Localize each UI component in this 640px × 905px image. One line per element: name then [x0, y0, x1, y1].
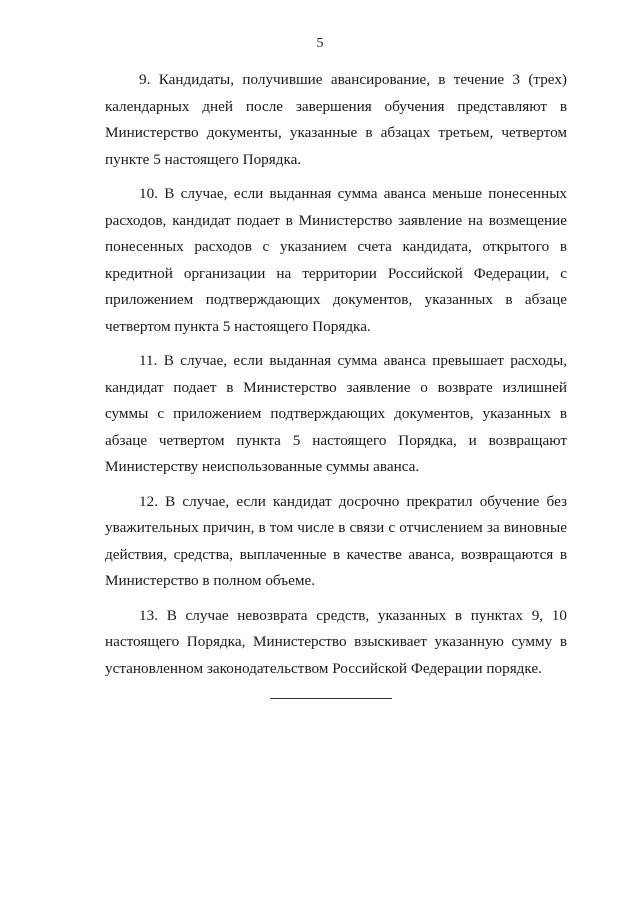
paragraph-13: 13. В случае невозврата средств, указанных в пунктах 9, 10 настоящего Порядка, Министерство взыскивает указанную сумму в установленном законодательством Российской Федерации порядке.: [105, 606, 567, 677]
page-number: 5: [316, 36, 324, 51]
paragraph-9: 9. Кандидаты, получившие авансирование, в течение 3 (трех) календарных дней после завершения обучения представляют в Министерство документы, указанные в абзацах третьем, четвертом пункте 5 настоящего Порядка.: [105, 71, 567, 168]
paragraph-11: 11. В случае, если выданная сумма аванса превышает расходы, кандидат подает в Министерство заявление о возврате излишней суммы с приложением подтверждающих документов, указанных в абзаце четвертом пункта 5 настоящего Порядка, и возвращают Министерству неиспользованные суммы аванса.: [105, 352, 567, 475]
document-body: [105, 67, 567, 690]
paragraph-12: 12. В случае, если кандидат досрочно прекратил обучение без уважительных причин, в том числе в связи с отчислением за виновные действия, средства, выплаченные в качестве аванса, возвращаются в Министерство в полном объеме.: [105, 492, 567, 589]
end-divider: [270, 698, 392, 699]
paragraph-10: 10. В случае, если выданная сумма аванса меньше понесенных расходов, кандидат подает в Министерство заявление на возмещение понесенных расходов с указанием счета кандидата, открытого в кредитной организации на территории Российской Федерации, с приложением подтверждающих документов, указанных в абзаце четвертом пункта 5 настоящего Порядка.: [105, 185, 567, 335]
